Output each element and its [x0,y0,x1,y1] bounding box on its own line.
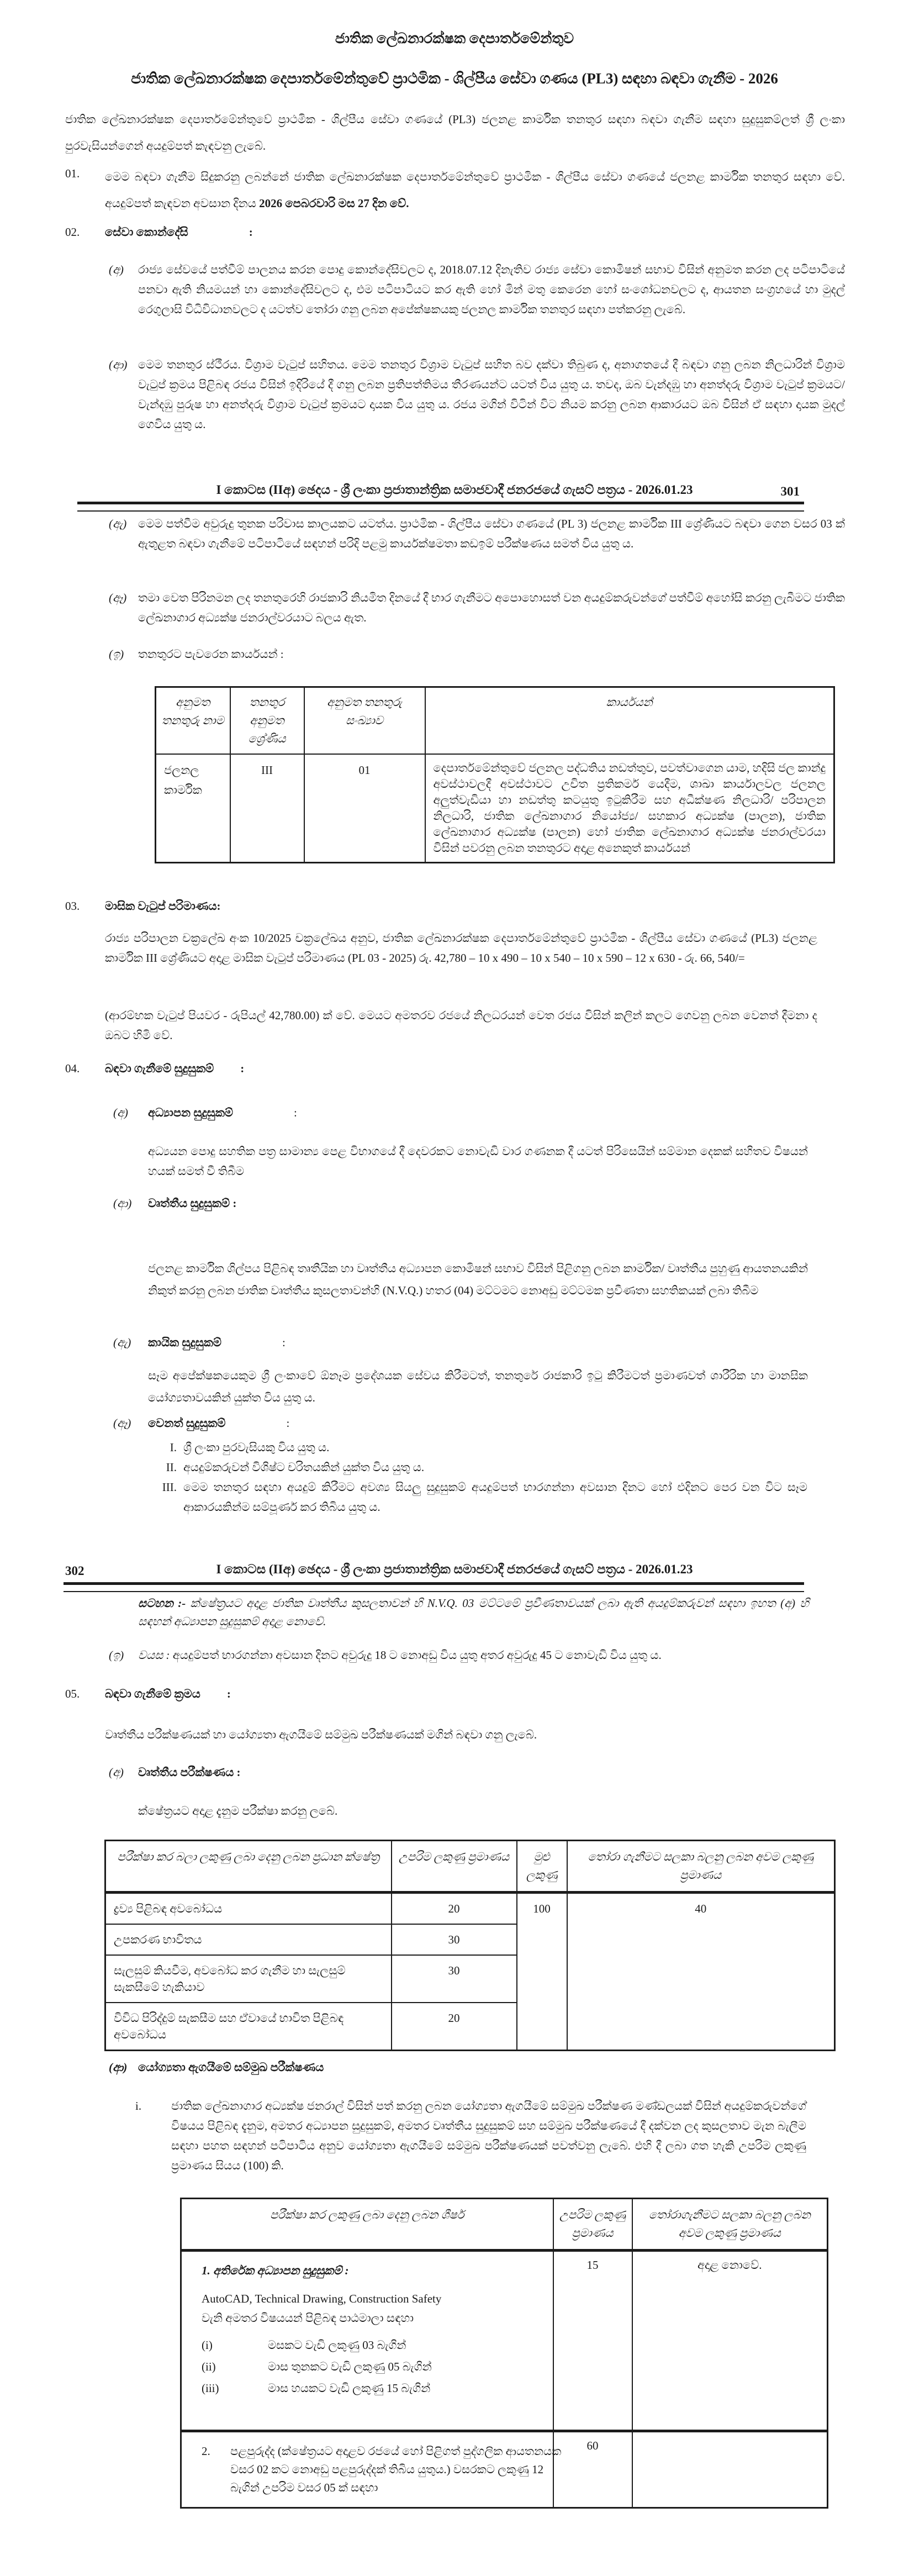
item-aa-label: (ආ) [109,358,128,371]
duties-table [155,686,835,863]
page-number-302: 302 [65,1564,84,1578]
edu-qualifications-heading [113,1103,806,1123]
age-item [109,1645,845,1665]
item-aa [109,355,845,434]
section-03-number: 03. [65,899,80,913]
sub-i: (i) [202,2338,213,2352]
other-qualifications-heading [113,1413,806,1433]
duties-post: ජලනල කාර්මික [156,754,230,863]
col-total-marks: මුළු ලකුණු [517,1841,567,1893]
duties-col-post-name: අනුමත තනතුරු නාම [156,687,230,755]
field-3: සැලසුම් කියවීම, අවබෝධ කර ගැනීම හා සැලසුම් සැකසීමේ හැකියාව [105,1955,392,2003]
salary-scale-paragraph: රාජ්‍ය පරිපාලන චක්‍රලේඛ අංක 10/2025 චක්‍රලේඛය අනුව, ජාතික ලේඛනාරක්ෂක දෙපාර්තමේන්තුවේ ප්‍රාථමික - ශිල්පීය සේවා ගණයේ (PL3) ජලනළ කාර්මික III ශ්‍රේණියට අදාළ මාසික වැටුප් පරිමාණය (PL 03 - 2025) රු. 42,780 – 10 x 490 – 10 x 540 – 10 x 590 – 12 x 630 - රු. 66, 540/= [105,931,817,965]
note-label: සටහන :- [138,1597,186,1610]
total-marks-value: 100 [517,1893,567,2051]
marks-per-month-item [202,2379,542,2398]
physical-qualifications-heading [113,1332,806,1352]
duties-header-row [156,687,834,755]
experience-text: පළපුරුද්ද (ක්ෂේත්‍රයට අදාළව රජයේ හෝ පිළිගත් පුද්ගලික ආයතනයක වසර 02 කට නොඅඩු පළපුරුද්දක් තිබිය යුතුය.) වසරකට ලකුණු 12 බැගින් උපරිම වසර 05 ක් සඳහා [230,2445,562,2494]
marks-per-month-item [202,2336,542,2354]
extra-education-cell [181,2251,553,2431]
trade-row-1 [105,1893,835,1925]
row2-max-marks: 60 [553,2431,632,2508]
field-1: ද්‍රව්‍ය පිළිබඳ අවබෝධය [105,1893,392,1925]
field-4-max: 20 [392,2003,517,2051]
item-aa-text: මෙම තනතුර ස්ථීරය. විශ්‍රාම වැටුප් සහිතය. මෙම තනතුර විශ්‍රාම වැටුප් සහිත බව දක්වා තිබුණ ද, අනාගතයේ දී බඳවා ගනු ලබන නිලධාරින් විශ්‍රාම වැටුප් ක්‍රමය පිළිබඳ රජය විසින් ඉදිරියේ දී ගනු ලබන ප්‍රතිපත්තිමය තීරණයන්ට යටත් විය යුතු ය. තවද, ඔබ වැන්දඹු හා අනත්දරු විශ්‍රාම වැටුප් ක්‍රමයට/ වැන්දඹු පුරුෂ හා අනත්දරු විශ්‍රාම වැටුප් ක්‍රමයට දායක විය යුතු ය. රජය මගින් විටින් විට නියම කරනු ලබන ආකාරයට ඔබ විසින් ඒ සඳහා දායක මුදල් ගෙවිය යුතු ය. [138,358,845,431]
section-03-title: මාසික වැටුප් පරිමාණය: [105,899,221,913]
section-05-colon: : [226,1687,231,1700]
interview-title: යෝග්‍යතා ඇගයීමේ සම්මුඛ පරීක්ෂණය [138,2061,324,2074]
phy-text: සෑම අපේක්ෂකයෙකුම ශ්‍රී ලංකාවේ ඕනෑම ප්‍රදේශයක සේවය කිරීමටත්, තනතුරේ රාජකාරි ඉටු කිරීමටත් ප්‍රමාණවත් ශාරීරික හා මානසික යෝග්‍යතාවයකින් යුක්ත විය යුතු ය. [148,1369,808,1404]
interview-row-1 [181,2251,828,2431]
list-item [155,1477,806,1517]
item-aee-label: (ඈ) [109,591,127,604]
gazette-header-301: I කොටස (IIඅ) ඡෙදය - ශ්‍රී ලංකා ප්‍රජාතාන්ත්‍රික සමාජවාදී ජනරජයේ ගැසට් පත්‍රය - 2026.01.23 [216,483,693,497]
field-2-max: 30 [392,1924,517,1955]
trade-label: (අ) [109,1766,124,1779]
voc-label: (ආ) [113,1197,132,1210]
phy-colon: : [282,1336,286,1349]
roman-i: I. [170,1441,177,1454]
field-2: උපකරණ භාවිතය [105,1924,392,1955]
field-4: විවිධ පිරිද්දුම් සැකසීම සහ ඒවායේ භාවිත පිළිබඳ අවබෝධය [105,2003,392,2051]
notice-title: ජාතික ලේඛනාරක්ෂක දෙපාර්තමේන්තුවේ ප්‍රාථමික - ශිල්පීය සේවා ගණය (PL3) සඳහා බඳවා ගැනීම - 2026 [131,70,778,87]
page-number-301: 301 [780,484,800,498]
row2-min-marks [632,2431,828,2508]
sub-ii: (ii) [202,2360,216,2373]
voc-title: වෘත්තීය සුදුසුකම් : [148,1197,237,1210]
section-05-number: 05. [65,1687,80,1700]
edu-title: අධ්‍යාපන සුදුසුකම් [148,1106,234,1119]
experience-cell [181,2431,562,2508]
header-rule-301 [77,502,804,512]
oth-colon: : [286,1416,290,1430]
header-rule-302 [64,1582,804,1592]
nvq-note [138,1594,809,1631]
field-3-max: 30 [392,1955,517,2003]
section-01-body: මෙම බඳවා ගැනීම සිදුකරනු ලබන්නේ ජාතික ලේඛනාරක්ෂක දෙපාර්තමේන්තුවේ ප්‍රාථමික - ශිල්පීය සේවා ගණයේ ජලනළ කාර්මික තනතුර සඳහා වේ. අයදුම්පත් කැඳවන අවසාන දිනය [105,170,845,210]
item-i-label: (ඉ) [109,647,124,661]
course-names-english: AutoCAD, Technical Drawing, Construction Safety [202,2292,442,2305]
section-04-number: 04. [65,1062,80,1075]
col-max-marks: උපරිම ලකුණු ප්‍රමාණය [553,2199,632,2251]
gazette-header-302: I කොටස (IIඅ) ඡෙදය - ශ්‍රී ලංකා ප්‍රජාතාන්ත්‍රික සමාජවාදී ජනරජයේ ගැසට් පත්‍රය - 2026.01.23 [216,1562,693,1576]
item-aee [109,588,845,628]
roman-iii: III. [162,1481,177,1494]
interview-paragraph [135,2096,806,2175]
col-subjects: පරීක්ෂා කර ලකුණු ලබා දෙනු ලබන ශීර්ෂ [181,2199,553,2251]
sub-ii-text: මාස තුනකට වැඩි ලකුණු 05 බැගින් [268,2360,432,2373]
section-04-heading [65,1058,845,1078]
min-marks-value: 40 [567,1893,835,2051]
edu-label: (අ) [113,1106,128,1119]
item-ae-text: මෙම පත්වීම අවුරුදු තුනක පරිවාස කාලයකට යටත්ය. ප්‍රාථමික - ශිල්පීය සේවා ගණයේ (PL 3) ජලනළ කාර්මික III ශ්‍රේණියට බඳවා ගෙන වසර 03 ක් ඇතුළත බඳවා ගැනීමේ පටිපාටියේ සඳහන් පරිදි පළමු කාර්යක්ෂමතා කඩඉම් පරීක්ෂණය සමත් විය යුතු ය. [138,517,845,550]
closing-date: 2026 පෙබරවාරි මස 27 දින වේ. [259,197,409,210]
salary-step-paragraph: (ආරම්භක වැටුප් පියවර - රුපියල් 42,780.00) ක් වේ. මෙයට අමතරව රජයේ නිලධරයන් වෙත රජය විසින් කලින් කලට ගෙවනු ලබන වෙනත් දීමනා ද ඔබට හිමි වේ. [105,1009,817,1042]
phy-label: (ඇ) [113,1336,131,1349]
roman-iii-text: මෙම තනතුර සඳහා අයදුම් කිරීමට අවශ්‍ය සියලු සුදුසුකම් අයදුම්පත් භාරගන්නා අවසාන දිනට හෝ එදිනට පෙර වන විට සෑම ආකාරයකින්ම සම්පූර්ණ කර තිබිය යුතු ය. [183,1481,807,1514]
sub-iii: (iii) [202,2382,219,2395]
duties-col-grade: තනතුර අනුමත ශ්‍රේණිය [230,687,304,755]
section-01 [65,164,845,217]
section-04-colon: : [240,1062,245,1075]
col-main-fields: පරීක්ෂා කර බලා ලකුණු ලබා දෙනු ලබන ප්‍රධාන ක්ෂේත්‍ර [105,1841,392,1893]
interview-header-row [181,2199,828,2251]
age-label: (ඉ) [109,1648,124,1662]
intro-paragraph: ජාතික ලේඛනාරක්ෂක දෙපාර්තමේන්තුවේ ප්‍රාථමික - ශිල්පීය සේවා ගණයේ (PL3) ජලනළ කාර්මික තනතුර සඳහා බඳවා ගැනීම සඳහා සුදුසුකම්ලත් ශ්‍රී ලංකා පුරවැසියන්ගෙන් අයදුම්පත් කැඳවනු ලැබේ. [65,113,845,152]
roman-ii-text: අයදුම්කරුවන් විශිෂ්ට චරිතයකින් යුක්ත විය යුතු ය. [183,1461,425,1474]
edu-text: අධ්‍යයන පොදු සහතික පත්‍ර සාමාන්‍ය පෙළ විභාගයේ දී දෙවරකට නොවැඩි වාර ගණනක දී යටත් පිරිසෙයින් සම්මාන දෙකක් සහිතව විෂයන් හයක් සමත් වී තිබීම [148,1145,808,1178]
recruitment-method-intro: වෘත්තීය පරීක්ෂණයක් හා යෝග්‍යතා ඇගයීමේ සම්මුඛ පරීක්ෂණයක් මගින් බඳවා ගනු ලැබේ. [105,1728,537,1741]
item-a [109,260,845,319]
row1-min-marks: අදාළ නොවේ. [632,2251,828,2431]
duties-count: 01 [304,754,425,863]
interview-item-number: i. [135,2099,142,2113]
duties-col-duties: කාර්යයන් [425,687,834,755]
marks-per-month-item [202,2358,542,2376]
voc-text: ජලනළ කාර්මික ශිල්පය පිළිබඳ තෘතීයික හා වෘත්තීය අධ්‍යාපන කොමිෂන් සභාව විසින් පිළිගනු ලබන කාර්මික/ වෘත්තීය පුහුණු ආයතනයකින් නිකුත් කරනු ලබන ජාතික වෘත්තීය කුසලතාවන්හි (N.V.Q.) හතර (04) මට්ටමට නොඅඩු මට්ටමක ප්‍රවීණතා සහතිකයක් ලබා තිබීම [148,1262,808,1297]
interview-heading [109,2057,845,2077]
field-1-max: 20 [392,1893,517,1925]
oth-label: (ඈ) [113,1416,131,1430]
section-02-title: සේවා කොන්දේසි [105,225,188,239]
interview-table [180,2198,828,2509]
other-qualifications-list [155,1437,806,1517]
list-item [155,1437,806,1457]
section-02-heading [65,222,845,242]
roman-i-text: ශ්‍රී ලංකා පුරවැසියකු විය යුතු ය. [183,1441,330,1454]
course-names-sinhala: වැනි අමතර විෂයයන් පිළිබඳ පාඨමාලා සඳහා [202,2311,414,2325]
duties-grade: III [230,754,304,863]
sub-i-text: මසකට වැඩි ලකුණු 03 බැගින් [268,2338,406,2352]
item-a-text: රාජ්‍ය සේවයේ පත්වීම් පාලනය කරන පොදු කොන්දේසිවලට ද, 2018.07.12 දිනැතිව රාජ්‍ය සේවා කොමිෂන් සභාව විසින් අනුමත කරන ලද පටිපාටියේ පනවා ඇති නියමයන් හා කොන්දේසිවලට ද, එම පටිපාටියට කර ඇති හෝ මින් මතු කෙරෙන හෝ සංශෝධනවලට ද, ආයතන සංග්‍රහයේ හා මුදල් රෙගුලාසි විධිවිධානවලට ද යටත්ව තෝරා ගනු ලබන අපේක්ෂකයකු ජලනල කාර්මික තනතුර සඳහා පත්කරනු ලැබේ. [138,263,845,316]
item-i-text: තනතුරට පැවරෙන කාර්යයන් : [138,647,284,661]
col-min-marks: තෝරා ගැනීමට සලකා බලනු ලබන අවම ලකුණු ප්‍රමාණය [567,1841,835,1893]
interview-label: (ආ) [109,2061,128,2074]
trade-test-header-row [105,1841,835,1893]
list-item [155,1457,806,1477]
section-03-heading [65,896,845,916]
item-a-label: (අ) [109,263,124,276]
edu-colon: : [294,1106,297,1119]
item-i-duties-heading [109,644,845,664]
age-text: අයදුම්පත් භාරගන්නා අවසාන දිනට අවුරුදු 18 ට නොඅඩු විය යුතු අතර අවුරුදු 45 ට නොවැඩි විය යුතු ය. [172,1648,662,1662]
trade-test-heading [109,1762,845,1782]
trade-title: වෘත්තීය පරීක්ෂණය : [138,1766,241,1779]
section-05-title: බඳවා ගැනීමේ ක්‍රමය [105,1687,200,1700]
interview-item-text: ජාතික ලේඛනාගාර අධ්‍යක්ෂ ජනරාල් විසින් පත් කරනු ලබන යෝග්‍යතා ඇගයීමේ සම්මුඛ පරීක්ෂණ මණ්ඩලයක් විසින් අයදුම්කරුවන්ගේ විෂයය පිළිබඳ දැනුම, අමතර අධ්‍යාපන සුදුසුකම්, අමතර වෘත්තීය සුදුසුකම් සහ සම්මුඛ පරීක්ෂණයේ දී දක්වන ලද කුසලතාව මැන බැලීම සඳහා පහත සඳහන් පටිපාටිය අනුව යෝග්‍යතා ඇගයීමේ සම්මුඛ පරීක්ෂණයක් පවත්වනු ලැබේ. එහි දී ලබා ගත හැකි උපරිම ලකුණු ප්‍රමාණය සියය (100) කි. [171,2099,806,2172]
interview-row-2 [181,2431,828,2508]
item-ae [109,514,845,554]
roman-ii: II. [166,1461,177,1474]
item-aee-text: තමා වෙත පිරිනමන ලද තනතුරෙහි රාජකාරි නියමිත දිනයේ දී භාර ගැනීමට අපොහොසත් වන අයදුම්කරුවන්ගේ පත්වීම් අහෝසි කරනු ලැබීමට ජාතික ලේඛනාගාර අධ්‍යක්ෂ ජනරාල්වරයාට බලය ඇත. [138,591,845,624]
item-ae-label: (ඇ) [109,517,127,530]
col-max-marks: උපරිම ලකුණු ප්‍රමාණය [392,1841,517,1893]
duties-col-count: අනුමත තනතුරු සංඛ්‍යාව [304,687,425,755]
col-min-marks: තෝරාගැනීමට සලකා බලනු ලබන අවම ලකුණු ප්‍රමාණය [632,2199,828,2251]
row2-number: 2. [202,2445,210,2458]
section-05-heading [65,1684,845,1704]
department-title: ජාතික ලේඛනාරක්ෂක දෙපාර්තමේන්තුව [335,30,574,46]
section-02-colon: : [249,225,253,239]
age-title: වයස : [138,1648,170,1662]
section-01-number: 01. [65,167,80,180]
note-text: ක්ෂේත්‍රයට අදාළ ජාතික වෘත්තීය කුසලතාවන් හි N.V.Q. 03 මට්ටමේ ප්‍රවීණතාවයක් ලබා ඇති අයදුම්කරුවන් සඳහා ඉහත (අ) හි සඳහන් අධ්‍යාපන සුදුසුකම් අදාළ නොවේ. [138,1597,809,1628]
extra-education-title: 1. අතිරේක අධ්‍යාපන සුදුසුකම් : [202,2264,349,2277]
trade-test-text: ක්ෂේත්‍රයට අදාළ දැනුම පරීක්ෂා කරනු ලබේ. [138,1804,338,1818]
voc-qualifications-heading [113,1193,806,1213]
sub-iii-text: මාස හයකට වැඩි ලකුණු 15 බැගින් [268,2382,431,2395]
oth-title: වෙනත් සුදුසුකම් [148,1416,226,1430]
duties-data-row [156,754,834,863]
section-01-text [105,164,845,217]
row1-max-marks: 15 [553,2251,632,2431]
duties-description: දෙපාර්තමේන්තුවේ ජලනල පද්ධතිය නඩත්තුව, පවත්වාගෙන යාම, හදිසි ජල කාන්දු අවස්ථාවලදී අවස්ථාවට උචිත ප්‍රතිකර්ම යෙදීම, ශාඛා කාර්යාලවල ජලනල අලුත්වැඩියා හා නඩත්තු කටයුතු ඉටුකිරීම සහ අධීක්ෂණ නිලධාරි/ පරිපාලන නිලධාරි, ජාතික ලේඛනාගාර නියෝජ්‍ය/ සහකාර අධ්‍යක්ෂ (පාලන), ජාතික ලේඛනාගාර අධ්‍යක්ෂ (පාලන) හෝ ජාතික ලේඛනාගාර අධ්‍යක්ෂ ජනරාල්වරයා විසින් පවරනු ලබන තනතුරට අදාළ අනෙකුත් කාර්යයන් [425,754,834,863]
phy-title: කායික සුදුසුකම් [148,1336,222,1349]
trade-test-table [104,1840,836,2051]
section-02-number: 02. [65,225,80,239]
section-04-title: බඳවා ගැනීමේ සුදුසුකම් [105,1062,214,1075]
